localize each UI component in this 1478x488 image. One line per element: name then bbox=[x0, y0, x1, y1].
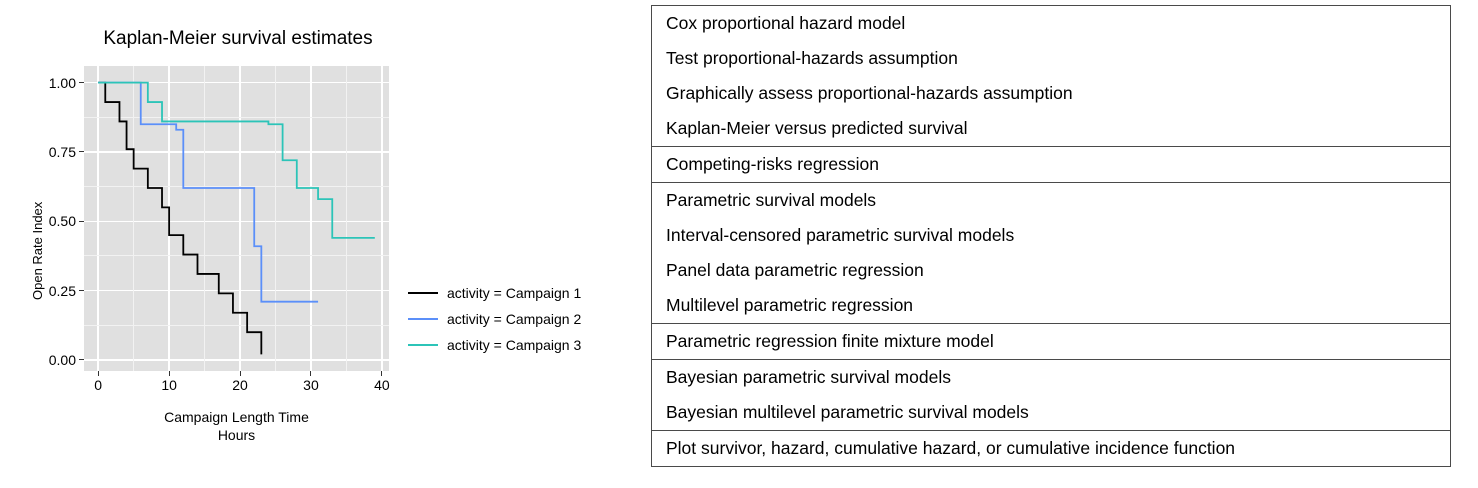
survival-analysis-menu bbox=[651, 5, 1451, 467]
menu-group bbox=[652, 6, 1450, 147]
menu-item[interactable]: Kaplan-Meier versus predicted survival bbox=[666, 118, 968, 138]
menu-item[interactable]: Graphically assess proportional-hazards assumption bbox=[666, 83, 1073, 103]
menu-item[interactable]: Competing-risks regression bbox=[666, 154, 879, 174]
chart-legend bbox=[408, 280, 623, 358]
x-tick-label: 10 bbox=[161, 377, 177, 393]
y-tickmark bbox=[79, 221, 84, 222]
x-tick-label: 30 bbox=[303, 377, 319, 393]
menu-group bbox=[652, 147, 1450, 183]
series-line-1 bbox=[98, 83, 261, 355]
y-tick-label: 1.00 bbox=[48, 74, 76, 91]
legend-label: activity = Campaign 2 bbox=[447, 311, 582, 327]
x-tick-label: 40 bbox=[374, 377, 390, 393]
menu-item[interactable]: Cox proportional hazard model bbox=[666, 13, 906, 33]
series-line-3 bbox=[98, 83, 375, 238]
y-tick-label: 0.50 bbox=[48, 213, 76, 230]
menu-item[interactable]: Test proportional-hazards assumption bbox=[666, 48, 958, 68]
y-tickmark bbox=[79, 359, 84, 360]
series-line-2 bbox=[98, 83, 318, 302]
x-tickmark bbox=[310, 371, 311, 376]
legend-item bbox=[408, 280, 623, 306]
menu-item[interactable]: Bayesian multilevel parametric survival models bbox=[666, 402, 1029, 422]
x-tickmark bbox=[240, 371, 241, 376]
plot-panel bbox=[84, 66, 389, 371]
y-axis-title: Open Rate Index bbox=[30, 201, 45, 300]
x-tickmark bbox=[169, 371, 170, 376]
menu-item[interactable]: Multilevel parametric regression bbox=[666, 295, 914, 315]
menu-item[interactable]: Bayesian parametric survival models bbox=[666, 367, 951, 387]
menu-item[interactable]: Panel data parametric regression bbox=[666, 260, 924, 280]
y-tick-label: 0.25 bbox=[48, 282, 76, 299]
chart-title: Kaplan-Meier survival estimates bbox=[103, 28, 373, 49]
legend-color-swatch bbox=[408, 344, 438, 346]
legend-color-swatch bbox=[408, 318, 438, 320]
x-tick-label: 20 bbox=[232, 377, 248, 393]
y-tickmark bbox=[79, 290, 84, 291]
y-tick-label: 0.00 bbox=[48, 351, 76, 368]
menu-item[interactable]: Parametric regression finite mixture model bbox=[666, 331, 994, 351]
y-tickmark bbox=[79, 82, 84, 83]
legend-label: activity = Campaign 3 bbox=[447, 337, 582, 353]
legend-color-swatch bbox=[408, 292, 438, 294]
menu-group bbox=[652, 324, 1450, 360]
x-axis-title-line2: Hours bbox=[217, 427, 256, 443]
legend-item bbox=[408, 306, 623, 332]
menu-item[interactable]: Interval-censored parametric survival models bbox=[666, 225, 1015, 245]
legend-item bbox=[408, 332, 623, 358]
menu-group bbox=[652, 183, 1450, 324]
x-axis-title bbox=[84, 408, 389, 444]
menu-item[interactable]: Parametric survival models bbox=[666, 190, 877, 210]
x-axis-title-line1: Campaign Length Time bbox=[164, 409, 309, 425]
menu-group bbox=[652, 360, 1450, 431]
y-tick-label: 0.75 bbox=[48, 143, 76, 160]
x-tickmark bbox=[98, 371, 99, 376]
menu-item[interactable]: Plot survivor, hazard, cumulative hazard, or cumulative incidence function bbox=[666, 438, 1236, 458]
kaplan-meier-chart bbox=[0, 0, 640, 488]
plot-series-svg bbox=[84, 66, 389, 371]
x-tickmark bbox=[381, 371, 382, 376]
x-tick-label: 0 bbox=[94, 377, 103, 393]
y-tickmark bbox=[79, 151, 84, 152]
menu-group bbox=[652, 431, 1450, 466]
legend-label: activity = Campaign 1 bbox=[447, 285, 582, 301]
